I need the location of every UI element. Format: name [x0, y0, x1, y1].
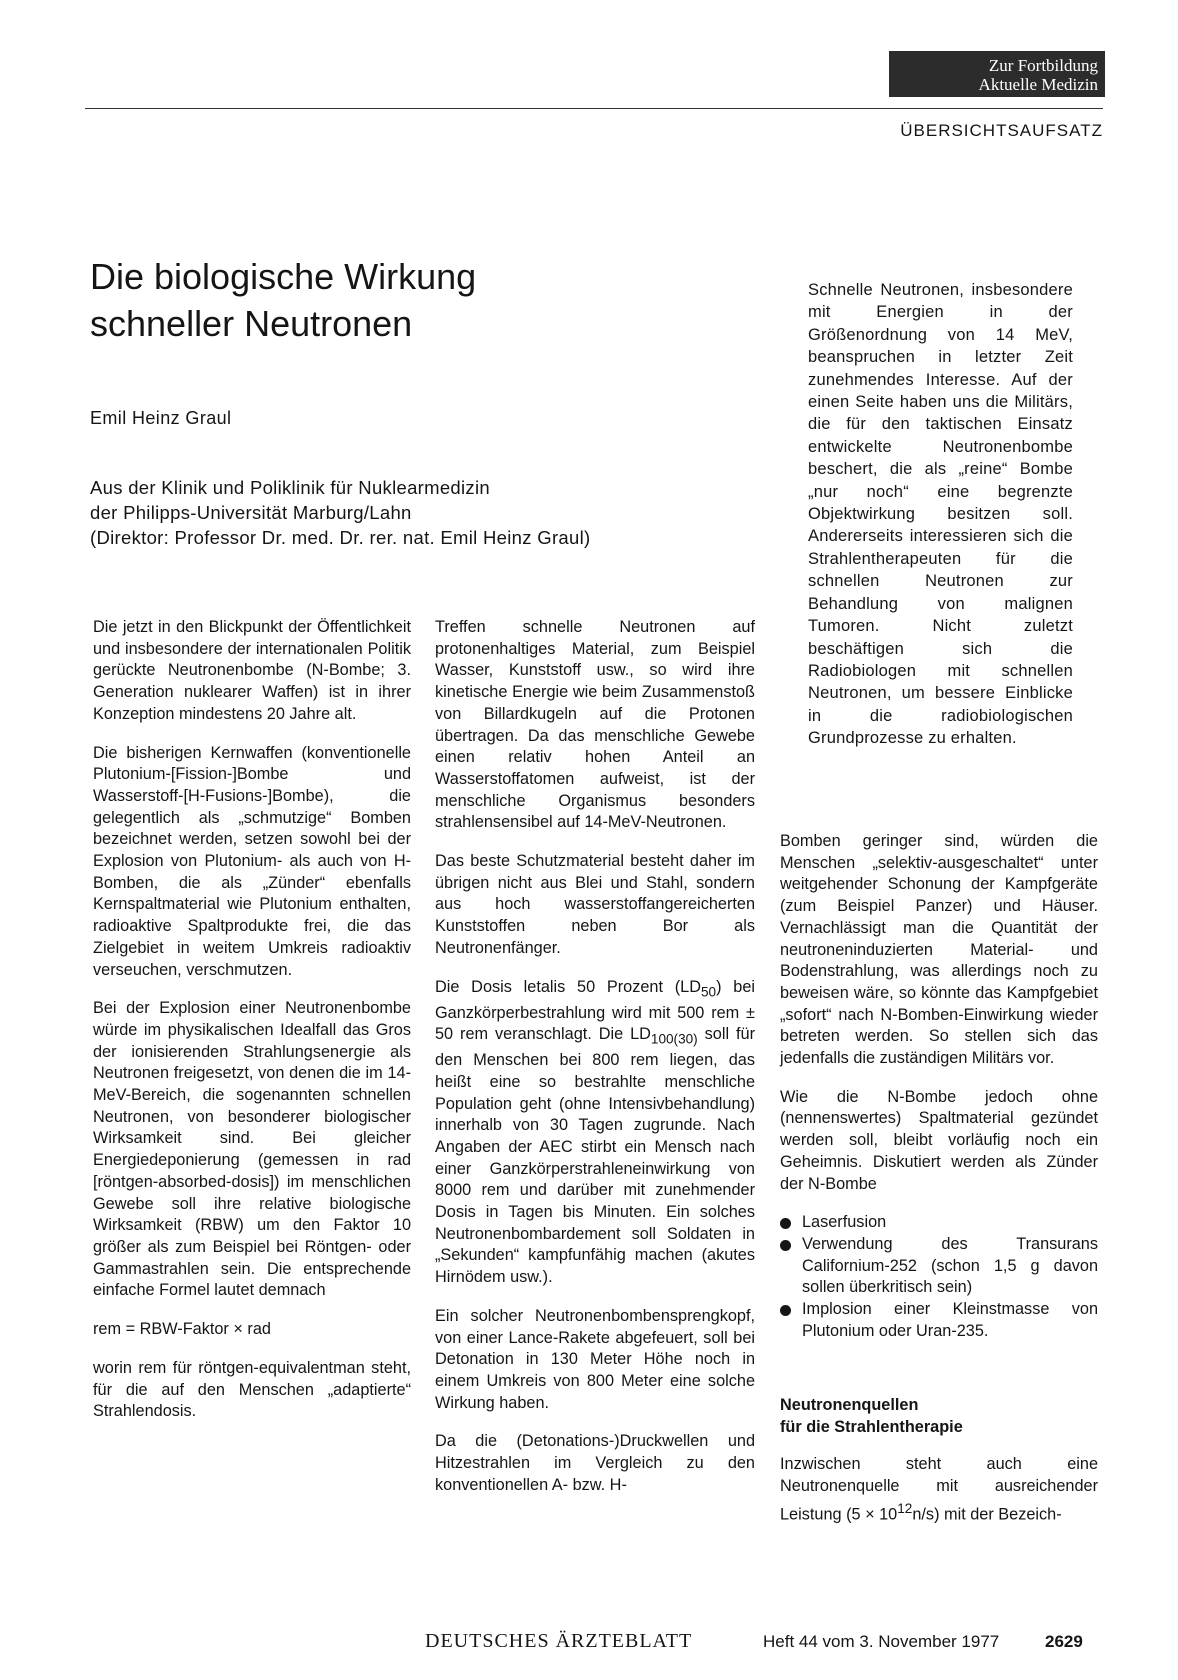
page-footer: [0, 1630, 1178, 1656]
heading-line-2: für die Strahlentherapie: [780, 1418, 963, 1437]
affiliation-line: (Direktor: Professor Dr. med. Dr. rer. nat. Emil Heinz Graul): [90, 527, 591, 548]
page-number: 2629: [1045, 1632, 1083, 1651]
section-heading: [780, 1394, 1098, 1438]
text-run: Inzwischen steht auch eine Neutronenquelle mit ausreichender Leistung (5 × 10: [780, 1455, 1098, 1524]
list-item: [780, 1299, 1098, 1342]
paragraph: Bei der Explosion einer Neutronenbombe würde im physikalischen Idealfall das Gros der ionisierenden Strahlungsenergie als Neutronen freigesetzt, von denen die im 14-MeV-Bereich, die sogenannten schnellen Neutronen, von besonderer biologischer Wirksamkeit sind. Bei gleicher Energiedeponierung (gemessen in rad [röntgen-absorbed-dosis]) im menschlichen Gewebe soll ihre relative biologische Wirksamkeit (RBW) um den Faktor 10 größer als zum Beispiel bei Röntgen- oder Gammastrahlen sein. Die entsprechende einfache Formel lautet demnach: [93, 999, 411, 1300]
paragraph-neutron-source: [780, 1454, 1098, 1526]
affiliation: [90, 475, 810, 550]
superscript: 12: [897, 1500, 913, 1516]
article-title: [90, 253, 650, 347]
detonator-list: [780, 1212, 1098, 1342]
subscript: 100(30): [650, 1031, 698, 1047]
list-item-text: Laserfusion: [802, 1213, 887, 1232]
text-run: ) bei Ganzkörperbestrahlung wird mit 500 rem ± 50 rem veranschlagt. Die LD: [435, 977, 755, 1044]
heading-line-1: Neutronenquellen: [780, 1396, 919, 1415]
list-item-text: Verwendung des Transurans Californium-252 (schon 1,5 g davon sollen überkritisch sein): [802, 1234, 1098, 1297]
text-run: soll für den Menschen bei 800 rem liegen, das heißt eine so bestrahlte menschliche Population geht (ohne Intensivbehandlung) innerhalb von 30 Tagen zugrunde. Nach Angaben der AEC stirbt ein Mensch nach einer Ganzkörperstrahleneinwirkung von 8000 rem und darüber mit zunehmender Dosis in Tagen bis Minuten. Ein solches Neutronenbombardement soll Soldaten in „Sekunden“ kampfunfähig machen (akutes Hirnödem usw.).: [435, 1025, 755, 1287]
paragraph-ld50: [435, 977, 755, 1289]
list-item-text: Implosion einer Kleinstmasse von Plutonium oder Uran-235.: [802, 1300, 1098, 1340]
paragraph: Ein solcher Neutronenbombensprengkopf, von einer Lance-Rakete abgefeuert, soll bei Detonation in 130 Meter Höhe noch in einem Umkreis von 800 Meter eine solche Wirkung haben.: [435, 1306, 755, 1412]
paragraph: Wie die N-Bombe jedoch ohne (nennenswertes) Spaltmaterial gezündet werden soll, bleibt vorläufig noch ein Geheimnis. Diskutiert werden als Zünder der N-Bombe: [780, 1087, 1098, 1193]
bullet-icon: [780, 1240, 791, 1251]
column-3: [780, 831, 1098, 1543]
abstract: Schnelle Neutronen, insbesondere mit Energien in der Größenordnung von 14 MeV, beanspruchen in letzter Zeit zunehmendes Interesse. Auf der einen Seite haben uns die Militärs, die für den taktischen Einsatz entwickelte Neutronenbombe beschert, die als „reine“ Bombe „nur noch“ eine begrenzte Objektwirkung besitzen soll. Andererseits interessieren sich die Strahlentherapeuten für die schnellen Neutronen zur Behandlung von malignen Tumoren. Nicht zuletzt beschäftigen sich die Radiobiologen mit schnellen Neutronen, um bessere Einblicke in die radiobiologischen Grundprozesse zu erhalten.: [808, 281, 1073, 748]
paragraph: worin rem für röntgen-equivalentman steht, für die auf den Menschen „adaptierte“ Strahlendosis.: [93, 1358, 411, 1421]
affiliation-line: Aus der Klinik und Poliklinik für Nuklearmedizin: [90, 477, 490, 498]
journal-name: DEUTSCHES ÄRZTEBLATT: [425, 1630, 693, 1652]
list-item: [780, 1212, 1098, 1234]
author: Emil Heinz Graul: [90, 408, 232, 428]
section-label: ÜBERSICHTSAUFSATZ: [900, 121, 1103, 140]
column-2: [435, 617, 755, 1514]
rubric-badge: [889, 51, 1105, 97]
header-rule: [85, 108, 1103, 109]
title-line-1: Die biologische Wirkung: [90, 256, 477, 297]
text-run: n/s) mit der Bezeich-: [912, 1505, 1062, 1524]
paragraph: Das beste Schutzmaterial besteht daher im übrigen nicht aus Blei und Stahl, sondern aus hoch wasserstoffangereicherten Kunststoffen neben Bor als Neutronenfänger.: [435, 852, 755, 957]
affiliation-line: der Philipps-Universität Marburg/Lahn: [90, 502, 412, 523]
paragraph: Bomben geringer sind, würden die Menschen „selektiv-ausgeschaltet“ unter weitgehender Schonung der Kampfgeräte (zum Beispiel Panzer) und Häuser. Vernachlässigt man die Quantität der neutroneninduzierten Material- und Bodenstrahlung, was allerdings noch zu beweisen wäre, so könnte das Kampfgebiet „sofort“ nach N-Bomben-Einwirkung wieder betreten werden. So stellen sich das jedenfalls die zuständigen Militärs vor.: [780, 832, 1098, 1068]
issue-info: Heft 44 vom 3. November 1977: [763, 1632, 1000, 1651]
paragraph: Da die (Detonations-)Druckwellen und Hitzestrahlen im Vergleich zu den konventionellen A- bzw. H-: [435, 1432, 755, 1494]
title-line-2: schneller Neutronen: [90, 303, 413, 344]
rubric-line-2: Aktuelle Medizin: [978, 75, 1098, 94]
formula: rem = RBW-Faktor × rad: [93, 1320, 271, 1339]
list-item: [780, 1234, 1098, 1299]
paragraph: Treffen schnelle Neutronen auf protonenhaltiges Material, zum Beispiel Wasser, Kunststoff usw., so wird ihre kinetische Energie wie beim Zusammenstoß von Billardkugeln auf die Protonen übertragen. Da das menschliche Gewebe einen relativ hohen Anteil an Wasserstoffatomen aufweist, ist der menschliche Organismus besonders strahlensensibel auf 14-MeV-Neutronen.: [435, 618, 755, 832]
bullet-icon: [780, 1218, 791, 1229]
column-1: [93, 617, 411, 1440]
rubric-line-1: Zur Fortbildung: [988, 56, 1098, 75]
paragraph: Die bisherigen Kernwaffen (konventionelle Plutonium-[Fission-]Bombe und Wasserstoff-[H-Fusions-]Bombe), die gelegentlich als „schmutzige“ Bomben bezeichnet werden, setzen sowohl bei der Explosion von Plutonium- als auch von H-Bomben, die als „Zünder“ ebenfalls Kernspaltmaterial wie Plutonium enthalten, radioaktive Spaltprodukte frei, die das Zielgebiet in weitem Umkreis radioaktiv verseuchen, verschmutzen.: [93, 743, 411, 979]
subscript: 50: [700, 983, 717, 999]
paragraph: Die jetzt in den Blickpunkt der Öffentlichkeit und insbesondere der internationalen Politik gerückte Neutronenbombe (N-Bombe; 3. Generation nuklearer Waffen) ist in ihrer Konzeption mindestens 20 Jahre alt.: [93, 618, 411, 723]
bullet-icon: [780, 1305, 791, 1316]
text-run: Die Dosis letalis 50 Prozent (LD: [435, 977, 701, 996]
